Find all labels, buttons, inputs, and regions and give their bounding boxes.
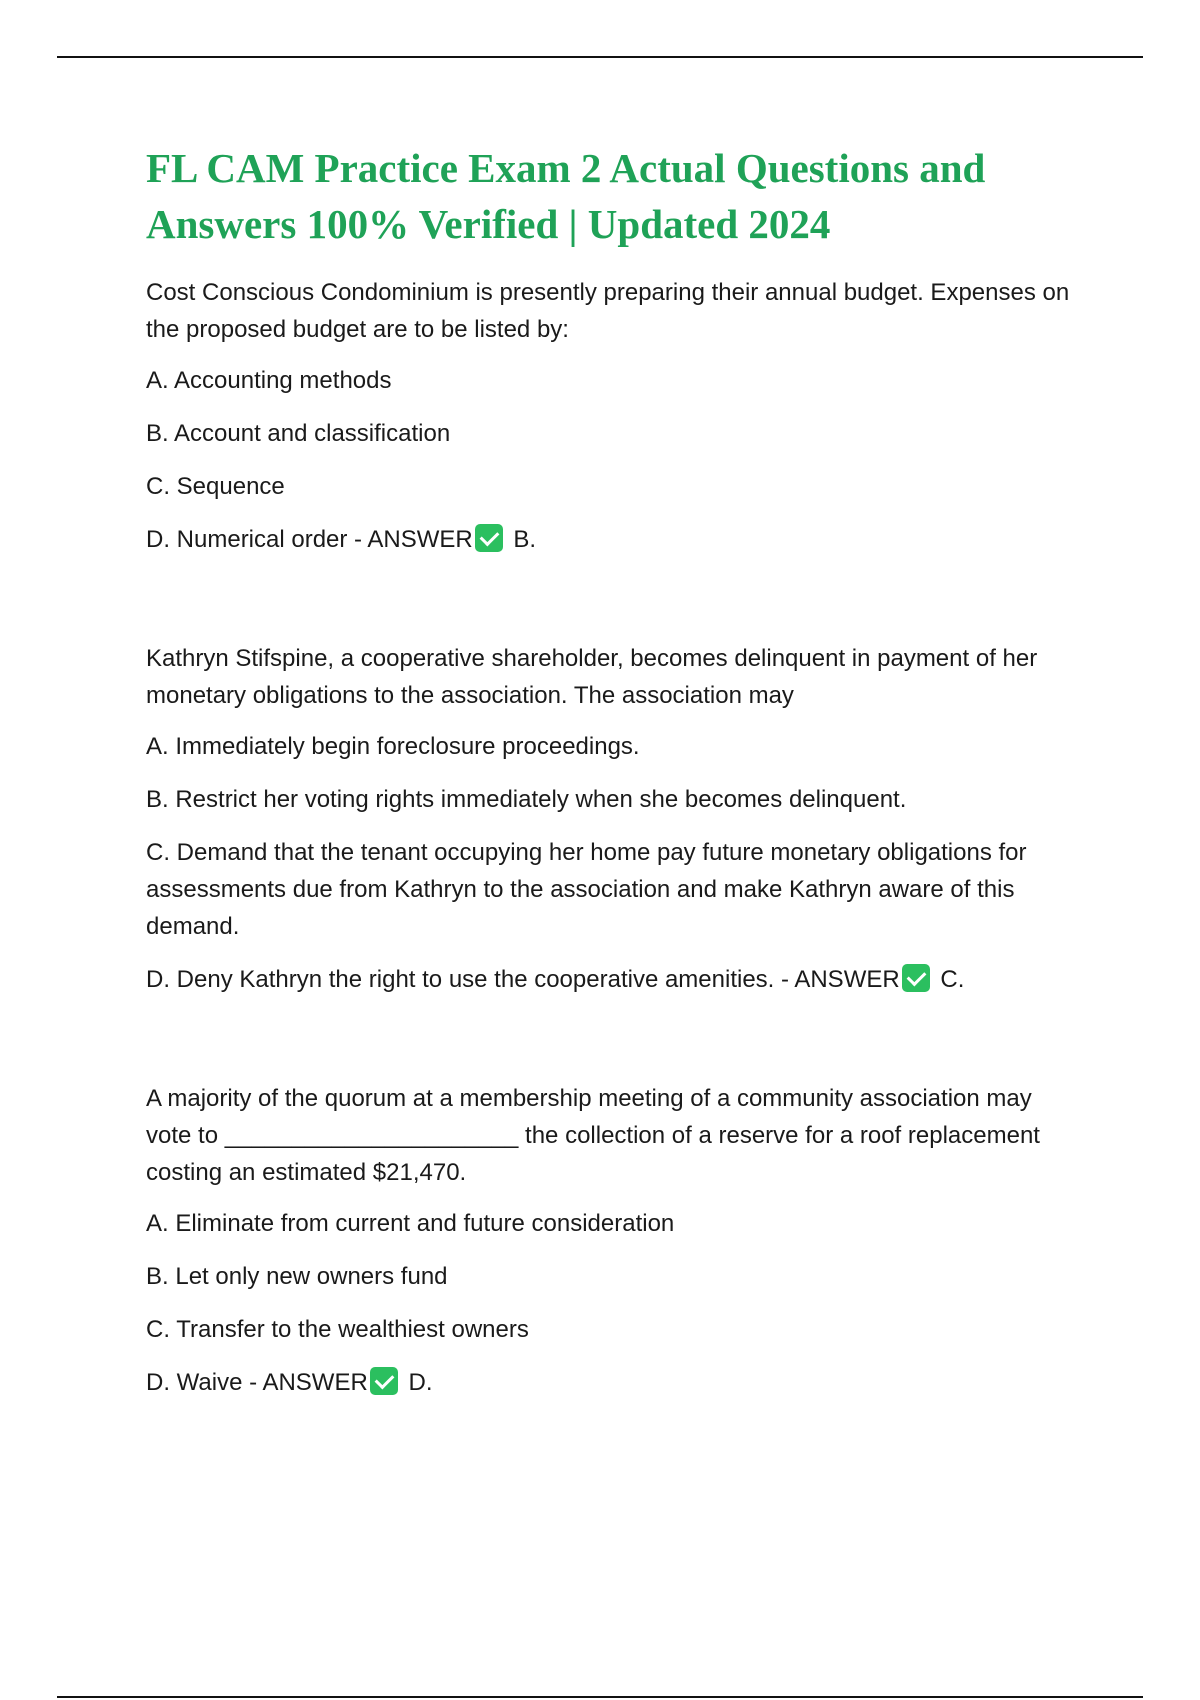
option-b: B. Let only new owners fund xyxy=(146,1263,448,1290)
answer-value: C. xyxy=(940,966,965,993)
option-d: D. Waive - ANSWER xyxy=(146,1369,368,1396)
check-mark-icon xyxy=(902,964,930,992)
check-mark-icon xyxy=(370,1367,398,1395)
option-c: C. Sequence xyxy=(146,473,285,500)
answer-value: D. xyxy=(408,1369,433,1396)
question-1 xyxy=(146,274,1081,558)
option-a: A. Accounting methods xyxy=(146,367,392,394)
option-d-with-answer xyxy=(146,521,1081,558)
option-b: B. Restrict her voting rights immediately when she becomes delinquent. xyxy=(146,786,907,813)
question-3 xyxy=(146,1080,1081,1401)
document-body xyxy=(146,140,1081,1411)
question-text: Kathryn Stifspine, a cooperative shareholder, becomes delinquent in payment of her monetary obligations to the association. The association may xyxy=(146,645,1038,709)
option-d-with-answer xyxy=(146,1364,1081,1401)
option-c: C. Demand that the tenant occupying her home pay future monetary obligations for assessments due from Kathryn to the association and make Kathryn aware of this demand. xyxy=(146,839,1027,940)
bottom-rule xyxy=(57,1696,1143,1698)
option-d: D. Numerical order - ANSWER xyxy=(146,526,473,553)
section-spacer xyxy=(146,1008,1081,1080)
question-text: Cost Conscious Condominium is presently preparing their annual budget. Expenses on the proposed budget are to be listed by: xyxy=(146,279,1070,343)
option-a: A. Immediately begin foreclosure proceedings. xyxy=(146,733,640,760)
option-c: C. Transfer to the wealthiest owners xyxy=(146,1316,529,1343)
option-d-with-answer xyxy=(146,961,1081,998)
top-rule xyxy=(57,56,1143,58)
document-title: FL CAM Practice Exam 2 Actual Questions and Answers 100% Verified | Updated 2024 xyxy=(146,145,986,247)
section-spacer xyxy=(146,568,1081,640)
check-mark-icon xyxy=(475,524,503,552)
question-text: A majority of the quorum at a membership meeting of a community association may vote to ______________________ the collection of a reserve for a roof replacement costing an estimated $21,470. xyxy=(146,1085,1040,1186)
option-d: D. Deny Kathryn the right to use the cooperative amenities. - ANSWER xyxy=(146,966,900,993)
option-b: B. Account and classification xyxy=(146,420,451,447)
option-a: A. Eliminate from current and future consideration xyxy=(146,1210,675,1237)
question-2 xyxy=(146,640,1081,998)
answer-value: B. xyxy=(513,526,537,553)
